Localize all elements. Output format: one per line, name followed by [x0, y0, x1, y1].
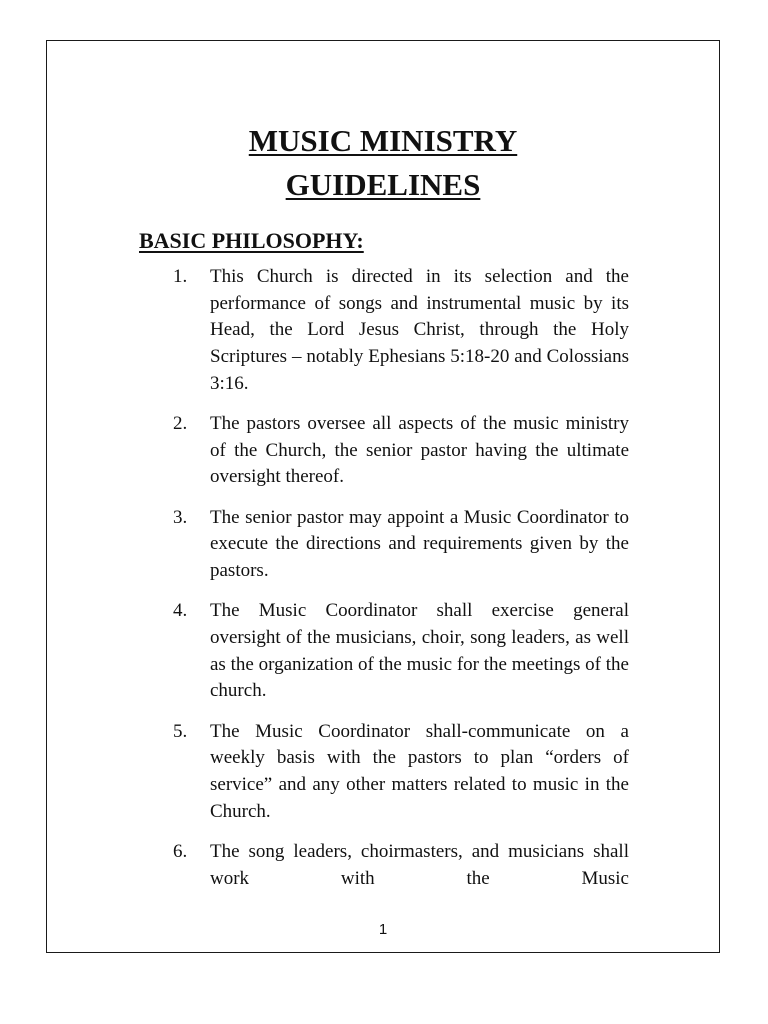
list-item	[173, 264, 629, 398]
section-heading: BASIC PHILOSOPHY:	[139, 228, 364, 253]
list-item	[173, 839, 629, 892]
list-item	[173, 719, 629, 826]
item-text: The pastors oversee all aspects of the music ministry of the Church, the senior pastor having the ultimate oversight thereof.	[210, 413, 629, 488]
item-text: The Music Coordinator shall exercise general oversight of the musicians, choir, song leaders, as well as the organization of the music for the meetings of the church.	[210, 600, 629, 702]
item-number: 2.	[173, 413, 188, 435]
item-text: The song leaders, choirmasters, and musicians shall work with the Music	[210, 840, 629, 889]
list-item	[173, 598, 629, 705]
item-number: 1.	[173, 266, 188, 287]
title-line-2-text: GUIDELINES	[285, 167, 481, 202]
list-item	[173, 505, 629, 585]
item-number: 5.	[173, 720, 188, 742]
page-frame	[46, 40, 720, 953]
title-line-1	[47, 119, 719, 163]
title-line-2	[47, 163, 719, 207]
page-title	[47, 119, 719, 207]
item-text: The Music Coordinator shall-communicate on a weekly basis with the pastors to plan “orders of service” and any other matters related to music in the Church.	[210, 720, 629, 822]
item-number: 3.	[173, 506, 188, 528]
item-text: This Church is directed in its selection and the performance of songs and instrumental music by its Head, the Lord Jesus Christ, through the Holy Scriptures – notably Ephesians 5:18-20 and Colossians 3:16.	[210, 266, 629, 394]
page-number: 1	[378, 921, 388, 938]
guidelines-list	[173, 264, 629, 906]
item-number: 4.	[173, 600, 188, 622]
item-number: 6.	[173, 840, 188, 862]
title-line-1-text: MUSIC MINISTRY	[248, 123, 518, 158]
item-text: The senior pastor may appoint a Music Coordinator to execute the directions and requirements given by the pastors.	[210, 506, 629, 582]
list-item	[173, 411, 629, 491]
